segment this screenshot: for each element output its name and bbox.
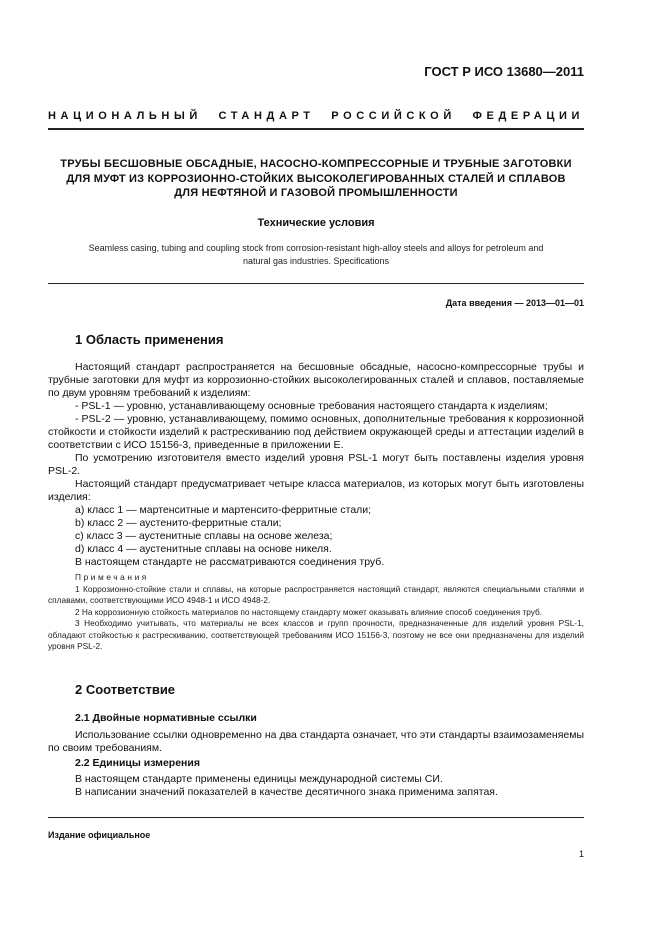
note-3: 3 Необходимо учитывать, что материалы не всех классов и групп прочности, предназначенные для изделий уровня PSL-1, обладают стойкостью к растрескиванию, соответствующей требованиям ИСО 15156-3, поэтому не все они предназначены для изделий уровня PSL-2.	[48, 618, 584, 651]
section-1-body	[48, 361, 584, 569]
introduction-date: Дата введения — 2013—01—01	[445, 298, 584, 308]
s1-class-d: d) класс 4 — аустенитные сплавы на основе никеля.	[75, 543, 332, 555]
section-2-2-heading: 2.2 Единицы измерения	[75, 757, 200, 769]
title-divider	[48, 283, 584, 284]
document-code: ГОСТ Р ИСО 13680—2011	[424, 64, 584, 79]
banner-word-4: ФЕДЕРАЦИИ	[472, 110, 584, 122]
s2-2-para-2: В написании значений показателей в качестве десятичного знака применима запятая.	[75, 786, 498, 798]
document-subtitle: Технические условия	[257, 217, 375, 229]
section-2-1-body	[48, 729, 584, 755]
national-standard-banner	[48, 110, 584, 122]
official-edition-label: Издание официальное	[48, 830, 151, 840]
title-line-2: ДЛЯ МУФТ ИЗ КОРРОЗИОННО-СТОЙКИХ ВЫСОКОЛЕГИРОВАННЫХ СТАЛЕЙ И СПЛАВОВ	[66, 172, 566, 185]
section-2-heading: 2 Соответствие	[75, 682, 176, 697]
s2-1-text: Использование ссылки одновременно на два стандарта означает, что эти стандарты взаимозаменяемы по своим требованиям.	[48, 729, 584, 754]
banner-word-2: СТАНДАРТ	[218, 110, 315, 122]
s1-para-2: - PSL-1 — уровню, устанавливающему основные требования настоящего стандарта к изделиям;	[75, 400, 548, 412]
footer-divider	[48, 817, 584, 818]
english-title-line-1: Seamless casing, tubing and coupling stock from corrosion-resistant high-alloy steels and alloys for petroleum and	[88, 243, 544, 253]
s1-para-1: Настоящий стандарт распространяется на бесшовные обсадные, насосно-компрессорные трубы и трубные заготовки для муфт из коррозионно-стойких высоколегированных сталей и сплавов, поставляемые по двум уровням требований к изделиям:	[48, 361, 584, 399]
section-1-notes	[48, 572, 584, 653]
title-line-3: ДЛЯ НЕФТЯНОЙ И ГАЗОВОЙ ПРОМЫШЛЕННОСТИ	[174, 187, 458, 199]
banner-divider	[48, 128, 584, 130]
note-2: 2 На коррозионную стойкость материалов по настоящему стандарту может оказывать влияние способ соединения труб.	[75, 606, 543, 617]
page-number: 1	[578, 849, 584, 859]
s1-class-a: a) класс 1 — мартенситные и мартенсито-ферритные стали;	[75, 504, 372, 516]
s1-para-3: - PSL-2 — уровню, устанавливающему, помимо основных, дополнительные требования к коррозионной стойкости и стойкости изделий к растрескиванию под действием окружающей среды и аттестации изделий в соответствии с ИСО 15156-3, приведенные в приложении Е.	[48, 413, 584, 451]
s1-para-6: В настоящем стандарте не рассматриваются соединения труб.	[75, 556, 385, 568]
s1-class-c: c) класс 3 — аустенитные сплавы на основе железа;	[75, 530, 333, 542]
english-title	[60, 242, 572, 267]
s2-2-para-1: В настоящем стандарте применены единицы международной системы СИ.	[75, 773, 443, 785]
s1-class-b: b) класс 2 — аустенито-ферритные стали;	[75, 517, 282, 529]
section-1-heading: 1 Область применения	[75, 332, 224, 347]
s1-para-4: По усмотрению изготовителя вместо изделий уровня PSL-1 могут быть поставлены изделия уровня PSL-2.	[48, 452, 584, 477]
banner-word-3: РОССИЙСКОЙ	[331, 110, 456, 122]
section-2-1-heading: 2.1 Двойные нормативные ссылки	[75, 712, 257, 724]
notes-heading: Примечания	[75, 572, 149, 582]
document-title	[48, 157, 584, 201]
banner-word-1: НАЦИОНАЛЬНЫЙ	[48, 110, 202, 122]
s1-para-5: Настоящий стандарт предусматривает четыре класса материалов, из которых могут быть изготовлены изделия:	[48, 478, 584, 503]
title-line-1: ТРУБЫ БЕСШОВНЫЕ ОБСАДНЫЕ, НАСОСНО-КОМПРЕССОРНЫЕ И ТРУБНЫЕ ЗАГОТОВКИ	[60, 158, 572, 170]
section-2-2-body	[48, 773, 584, 799]
note-1: 1 Коррозионно-стойкие стали и сплавы, на которые распространяется настоящий стандарт, являются специальными сталями и сплавами, соответствующими ИСО 4948-1 и ИСО 4948-2.	[48, 583, 584, 605]
english-title-line-2: natural gas industries. Specifications	[242, 255, 390, 266]
